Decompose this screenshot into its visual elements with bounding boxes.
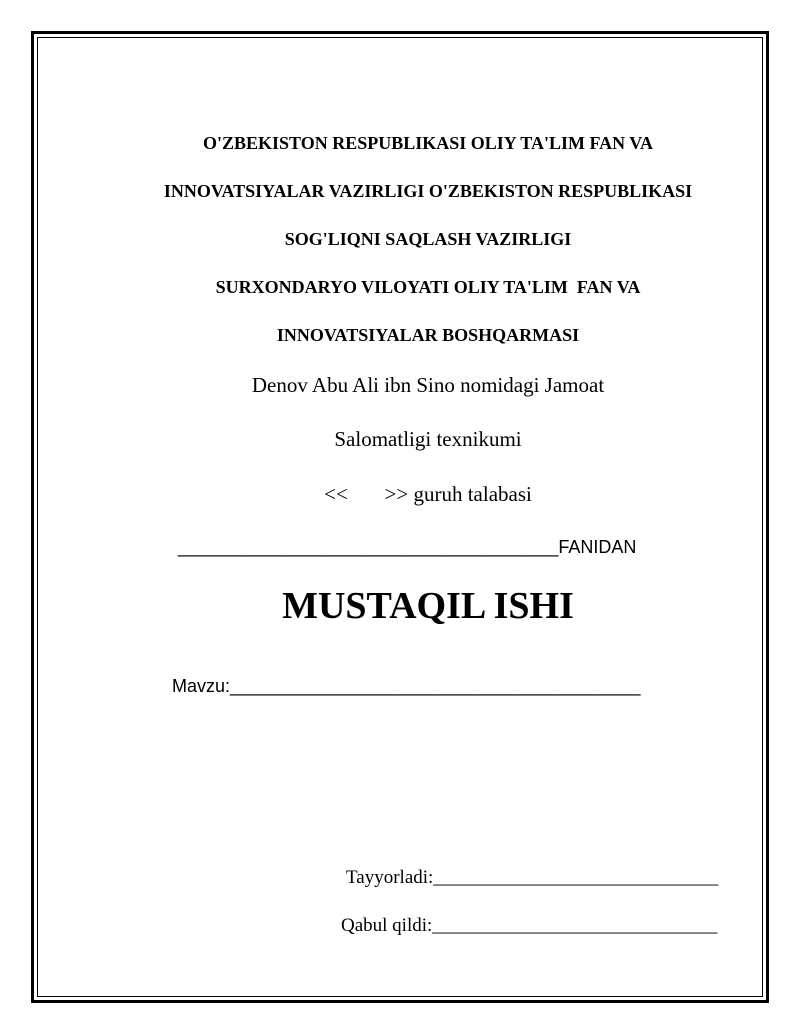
institution-name-line-1: Denov Abu Ali ibn Sino nomidagi Jamoat <box>251 373 605 397</box>
institution-name-line-2: Salomatligi texnikumi <box>334 427 522 451</box>
regional-header-line-2: INNOVATSIYALAR BOSHQARMASI <box>276 325 580 345</box>
subject-line: ______________________________________FANIDAN <box>178 537 637 557</box>
regional-header-line-1: SURXONDARYO VILOYATI OLIY TA'LIM FAN VA <box>215 277 641 297</box>
prepared-by-line: Tayyorladi:______________________________ <box>346 867 719 888</box>
topic-line: Mavzu:_________________________________________ <box>172 676 641 696</box>
ministry-header-line-3: SOG'LIQNI SAQLASH VAZIRLIGI <box>284 229 572 249</box>
group-student-line: << >> guruh talabasi <box>324 482 532 506</box>
accepted-by-line: Qabul qildi:______________________________ <box>341 915 718 936</box>
ministry-header-line-2: INNOVATSIYALAR VAZIRLIGI O'ZBEKISTON RESPUBLIKASI <box>163 181 693 201</box>
ministry-header-line-1: O'ZBEKISTON RESPUBLIKASI OLIY TA'LIM FAN VA <box>203 133 653 153</box>
document-title: MUSTAQIL ISHI <box>282 585 574 627</box>
